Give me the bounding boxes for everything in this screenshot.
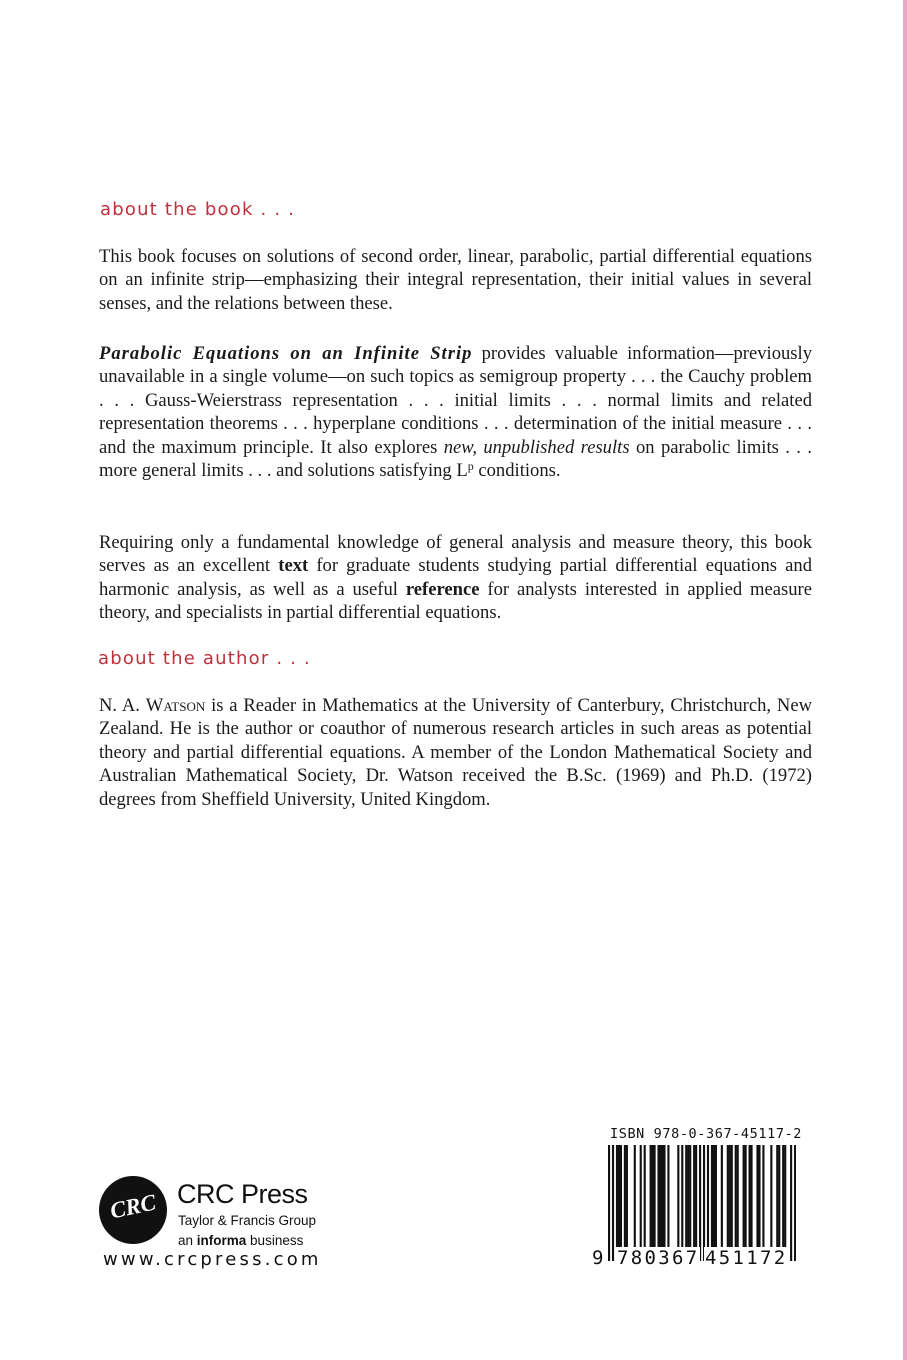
- text-emphasis: text: [278, 555, 309, 577]
- paragraph-3-text-a: Requiring only a fundamental knowledge of general analysis and measure theory, this book serves as an excellent: [99, 532, 812, 577]
- barcode-bar: [608, 1145, 610, 1261]
- paragraph-3-text-b: for graduate students studying partial differential equations and harmonic analysis, as well as a useful: [99, 555, 813, 600]
- page-edge-stripe: [903, 0, 907, 1360]
- business-prefix: an: [178, 1233, 197, 1248]
- barcode-bar: [661, 1145, 663, 1247]
- reference-emphasis: reference: [405, 578, 480, 600]
- logo-text: CRC: [107, 1189, 159, 1224]
- barcode-bar: [735, 1145, 737, 1247]
- business-suffix: business: [246, 1233, 304, 1248]
- barcode-bar: [731, 1145, 733, 1247]
- barcode-bar: [711, 1145, 713, 1247]
- publisher-group: Taylor & Francis Group: [178, 1213, 317, 1228]
- barcode-bar: [790, 1145, 792, 1261]
- barcode-bar: [784, 1145, 786, 1247]
- about-author-paragraph: [99, 694, 812, 811]
- barcode-bar: [727, 1145, 729, 1247]
- barcode-bar: [685, 1145, 687, 1247]
- barcode-bar: [681, 1145, 683, 1247]
- barcode-bar: [715, 1145, 717, 1247]
- publisher-url: www.crcpress.com: [103, 1249, 322, 1270]
- author-name: Watson: [145, 695, 206, 716]
- publisher-name: CRC Press: [177, 1179, 308, 1209]
- about-book-paragraph-2: [99, 342, 812, 482]
- isbn-label: ISBN 978-0-367-45117-2: [610, 1126, 803, 1142]
- barcode-bar: [620, 1145, 622, 1247]
- barcode-bar: [652, 1145, 654, 1247]
- barcode-bar: [650, 1145, 652, 1247]
- barcode-bar: [654, 1145, 656, 1247]
- isbn-barcode: [592, 1126, 802, 1276]
- publisher-business-line: [178, 1233, 303, 1248]
- about-book-heading: about the book . . .: [100, 199, 296, 220]
- barcode-bar: [745, 1145, 747, 1247]
- informa-wordmark: informa: [196, 1233, 247, 1248]
- barcode-bar: [703, 1145, 705, 1261]
- barcode-bar: [756, 1145, 758, 1247]
- barcode-bars-graphic: [608, 1145, 796, 1261]
- barcode-bar: [687, 1145, 689, 1247]
- barcode-bar: [644, 1145, 646, 1247]
- new-results-emphasis: new, unpublished results: [443, 436, 630, 458]
- barcode-bar: [640, 1145, 642, 1247]
- ean-right-digits: 451172: [705, 1247, 788, 1269]
- barcode-bar: [657, 1145, 659, 1247]
- barcode-bar: [729, 1145, 731, 1247]
- barcode-bar: [659, 1145, 661, 1247]
- barcode-bar: [699, 1145, 701, 1261]
- barcode-bar: [749, 1145, 751, 1247]
- barcode-bar: [782, 1145, 784, 1247]
- about-author-heading: about the author . . .: [98, 648, 311, 669]
- barcode-bar: [794, 1145, 796, 1261]
- barcode-bar: [758, 1145, 760, 1247]
- barcode-bar: [713, 1145, 715, 1247]
- barcode-bar: [677, 1145, 679, 1247]
- barcode-bar: [721, 1145, 723, 1247]
- barcode-bar: [616, 1145, 618, 1247]
- barcode-bar: [743, 1145, 745, 1247]
- paragraph-2-text-c: conditions.: [473, 460, 561, 482]
- barcode-bar: [707, 1145, 709, 1247]
- barcode-bar: [762, 1145, 764, 1247]
- about-book-paragraph-3: [99, 531, 812, 625]
- author-bio: is a Reader in Mathematics at the University of Canterbury, Christchurch, New Zealand. He is the author or coauthor of numerous research articles in such areas as potential theory and partial differential equations. A member of the London Mathematical Society and Australian Mathematical Society, Dr. Watson received the B.Sc. (1969) and Ph.D. (1972) degrees from Sheffield University, United Kingdom.: [99, 695, 812, 810]
- crc-logo-icon: [99, 1176, 167, 1244]
- barcode-bar: [634, 1145, 636, 1247]
- author-initials: N. A.: [99, 695, 146, 716]
- paragraph-2-text-a: provides valuable information—previously unavailable in a single volume—on such topics as semigroup property . . . the Cauchy problem . . . Gauss-Weierstrass representation . . . initial limits . . . normal limits and related representation theorems . . . hyperplane conditions . . . determination of the initial measure . . . and the maximum principle. It also explores: [99, 343, 812, 458]
- book-title: Parabolic Equations on an Infinite Strip: [99, 343, 473, 364]
- barcode-bar: [695, 1145, 697, 1247]
- barcode-bar: [624, 1145, 626, 1247]
- barcode-bar: [626, 1145, 628, 1247]
- barcode-bar: [750, 1145, 752, 1247]
- barcode-bar: [618, 1145, 620, 1247]
- paragraph-3-text-c: for analysts interested in applied measure theory, and specialists in partial differential equations.: [99, 578, 812, 624]
- barcode-bar: [693, 1145, 695, 1247]
- ean-first-digit: 9: [592, 1247, 604, 1269]
- ean-left-digits: 780367: [617, 1247, 700, 1269]
- lp-superscript: p: [467, 459, 474, 474]
- paragraph-2-text-b: on parabolic limits . . . more general limits . . . and solutions satisfying L: [99, 436, 812, 482]
- barcode-bar: [737, 1145, 739, 1247]
- barcode-bar: [667, 1145, 669, 1247]
- barcode-bar: [612, 1145, 614, 1261]
- barcode-bar: [689, 1145, 691, 1247]
- barcode-bar: [663, 1145, 665, 1247]
- barcode-bar: [776, 1145, 778, 1247]
- about-book-paragraph-1: This book focuses on solutions of second order, linear, parabolic, partial differential equations on an infinite strip—emphasizing their integral representation, their initial values in several senses, and the relations between these.: [99, 246, 812, 314]
- barcode-bar: [778, 1145, 780, 1247]
- barcode-bar: [770, 1145, 772, 1247]
